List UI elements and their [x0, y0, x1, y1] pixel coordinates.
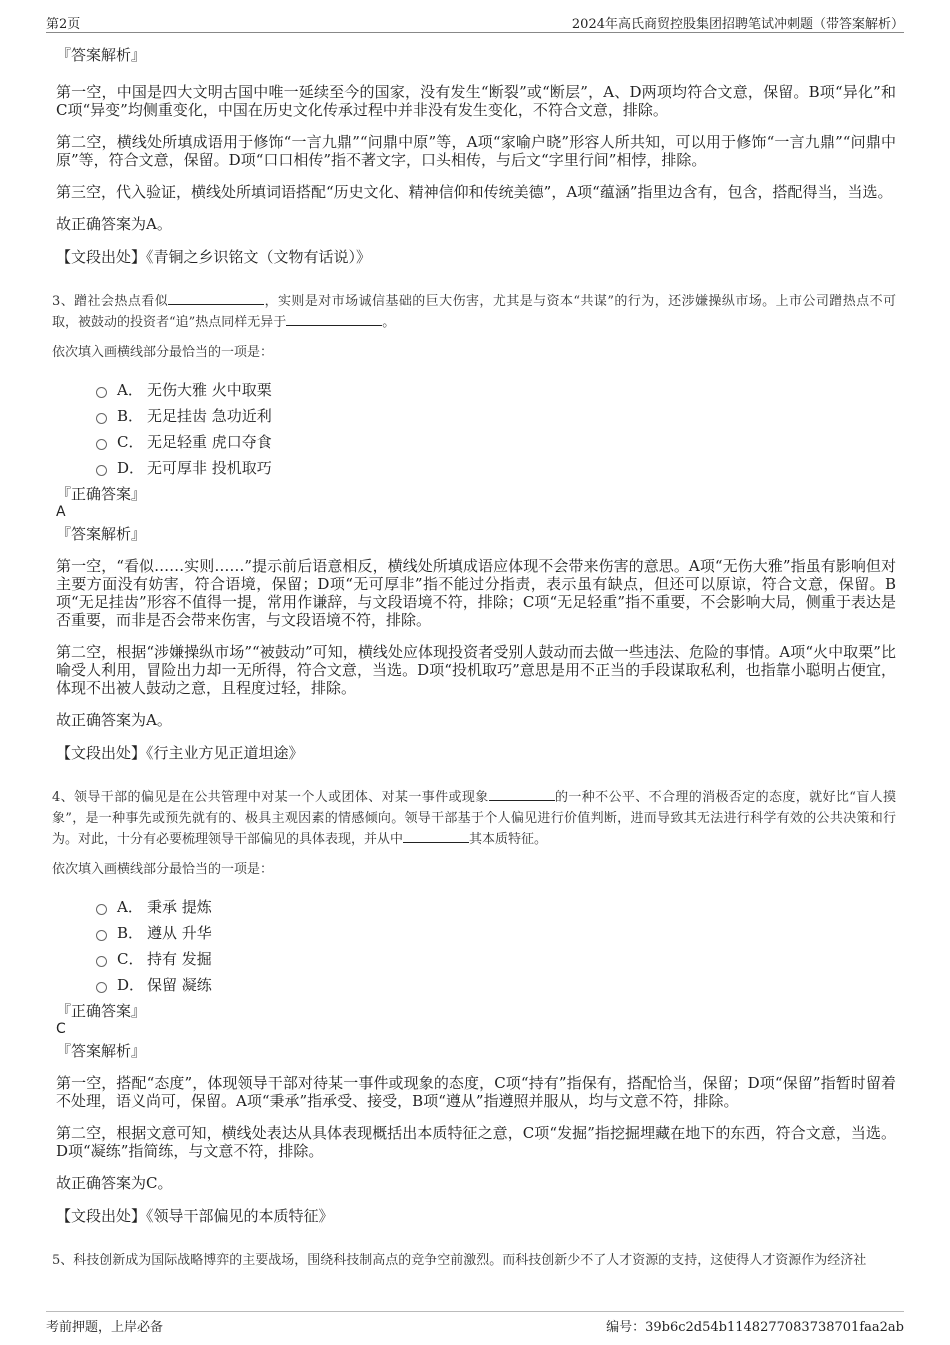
option-d[interactable]: D． 无可厚非 投机取巧: [96, 455, 896, 481]
radio-button-icon[interactable]: [96, 387, 107, 398]
option-d[interactable]: D． 保留 凝练: [96, 972, 896, 998]
passage-source: 【文段出处】《领导干部偏见的本质特征》: [56, 1207, 334, 1225]
blank-line: [286, 313, 382, 326]
analysis-paragraph: 第二空，根据文意可知，横线处表达从具体表现概括出本质特征之意，C项“发掘”指挖掘埋藏在地下的东西，符合文意，当选。D项“凝练”指简练，与文意不符，排除。: [56, 1124, 896, 1160]
question-stem: 3、蹭社会热点看似 ，实则是对市场诚信基础的巨大伤害，尤其是与资本“共谋”的行为，还涉嫌操纵市场。上市公司蹭热点不可取，被鼓动的投资者“追”热点同样无异于 。: [52, 294, 896, 330]
radio-button-icon[interactable]: [96, 413, 107, 424]
option-b[interactable]: B． 无足挂齿 急功近利: [96, 403, 896, 429]
page-footer: [46, 1311, 904, 1336]
question-instruction: 依次填入画横线部分最恰当的一项是：: [52, 345, 274, 360]
analysis-paragraph: 第一空，中国是四大文明古国中唯一延续至今的国家，没有发生“断裂”或“断层”，A、D两项均符合文意，保留。B项“异化”和C项“异变”均侧重变化，中国在历史文化传承过程中并非没有发生变化，不符合文意，排除。: [56, 83, 896, 119]
blank-line: [403, 830, 469, 843]
option-list: [96, 377, 896, 481]
radio-button-icon[interactable]: [96, 930, 107, 941]
option-b[interactable]: B． 遵从 升华: [96, 920, 896, 946]
blank-line: [489, 788, 555, 801]
analysis-paragraph: 第一空，“看似……实则……”提示前后语意相反，横线处所填成语应体现不会带来伤害的意思。A项“无伤大雅”指虽有影响但对主要方面没有妨害，符合语境，保留；D项“无可厚非”指不能过分指责，表示虽有缺点，但还可以原谅，符合文意，保留。B项“无足挂齿”形容不值得一提，常用作谦辞，与文段语境不符，排除；C项“无足轻重”指不重要，不会影响大局，侧重于表达是否重要，而非是否会带来伤害，与文段语境不符，排除。: [56, 557, 896, 629]
question-3: [52, 291, 896, 763]
analysis-label: 『答案解析』: [56, 525, 147, 543]
option-list: [96, 894, 896, 998]
analysis-conclusion: 故正确答案为C。: [56, 1174, 173, 1192]
analysis-conclusion: 故正确答案为A。: [56, 711, 172, 729]
option-c[interactable]: C． 无足轻重 虎口夺食: [96, 429, 896, 455]
analysis-label: 『答案解析』: [56, 46, 147, 64]
analysis-paragraph: 第一空，搭配“态度”，体现领导干部对待某一事件或现象的态度，C项“持有”指保有，搭配恰当，保留；D项“保留”指暂时留着不处理，语义尚可，保留。A项“秉承”指承受、接受，B项“遵从”指遵照并服从，均与文意不符，排除。: [56, 1074, 896, 1110]
radio-button-icon[interactable]: [96, 956, 107, 967]
analysis-paragraph: 第二空，根据“涉嫌操纵市场”“被鼓动”可知，横线处应体现投资者受别人鼓动而去做一些违法、危险的事情。A项“火中取栗”比喻受人利用，冒险出力却一无所得，符合文意，当选。D项“投机取巧”意思是用不正当的手段谋取私利，也指靠小聪明占便宜，体现不出被人鼓动之意，且程度过轻，排除。: [56, 643, 896, 697]
document-title: 2024年高氏商贸控股集团招聘笔试冲刺题（带答案解析）: [571, 17, 904, 32]
option-c[interactable]: C． 持有 发掘: [96, 946, 896, 972]
passage-source: 【文段出处】《行主业方见正道坦途》: [56, 744, 304, 762]
correct-answer: C: [56, 1021, 66, 1037]
analysis-label: 『答案解析』: [56, 1042, 147, 1060]
footer-slogan: 考前押题，上岸必备: [46, 1320, 164, 1335]
blank-line: [168, 292, 264, 305]
correct-answer: A: [56, 504, 66, 520]
page-number: 第2页: [46, 17, 81, 32]
correct-answer-label: 『正确答案』: [56, 485, 147, 503]
question-instruction: 依次填入画横线部分最恰当的一项是：: [52, 862, 274, 877]
analysis-paragraph: 第三空，代入验证，横线处所填词语搭配“历史文化、精神信仰和传统美德”，A项“蕴涵”指里边含有，包含，搭配得当，当选。: [56, 183, 893, 201]
document-id: 编号：39b6c2d54b1148277083738701faa2ab: [606, 1320, 904, 1335]
question-stem: 4、领导干部的偏见是在公共管理中对某一个人或团体、对某一事件或现象 的一种不公平、不合理的消极否定的态度，就好比“盲人摸象”，是一种事先或预先就有的、极具主观因素的情感倾向。领导干部基于个人偏见进行价值判断，进而导致其无法进行科学有效的公共决策和行为。对此，十分有必要梳理领导干部偏见的具体表现，并从中 其本质特征。: [52, 790, 896, 847]
correct-answer-label: 『正确答案』: [56, 1002, 147, 1020]
page-header: [46, 10, 904, 33]
radio-button-icon[interactable]: [96, 439, 107, 450]
option-a[interactable]: A． 秉承 提炼: [96, 894, 896, 920]
radio-button-icon[interactable]: [96, 982, 107, 993]
passage-source: 【文段出处】《青铜之乡识铭文（文物有话说）》: [56, 248, 372, 266]
analysis-conclusion: 故正确答案为A。: [56, 215, 172, 233]
document-content: [52, 45, 896, 1281]
radio-button-icon[interactable]: [96, 465, 107, 476]
question-5-stem: 5、科技创新成为国际战略博弈的主要战场，围绕科技制高点的竞争空前激烈。而科技创新少不了人才资源的支持，这使得人才资源作为经济社: [52, 1253, 867, 1268]
option-a[interactable]: A． 无伤大雅 火中取栗: [96, 377, 896, 403]
previous-answer-analysis: [56, 45, 896, 267]
radio-button-icon[interactable]: [96, 904, 107, 915]
analysis-paragraph: 第二空，横线处所填成语用于修饰“一言九鼎”“问鼎中原”等，A项“家喻户晓”形容人所共知，可以用于修饰“一言九鼎”“问鼎中原”等，符合文意，保留。D项“口口相传”指不著文字，口头相传，与后文“字里行间”相悖，排除。: [56, 133, 896, 169]
question-4: [52, 787, 896, 1226]
